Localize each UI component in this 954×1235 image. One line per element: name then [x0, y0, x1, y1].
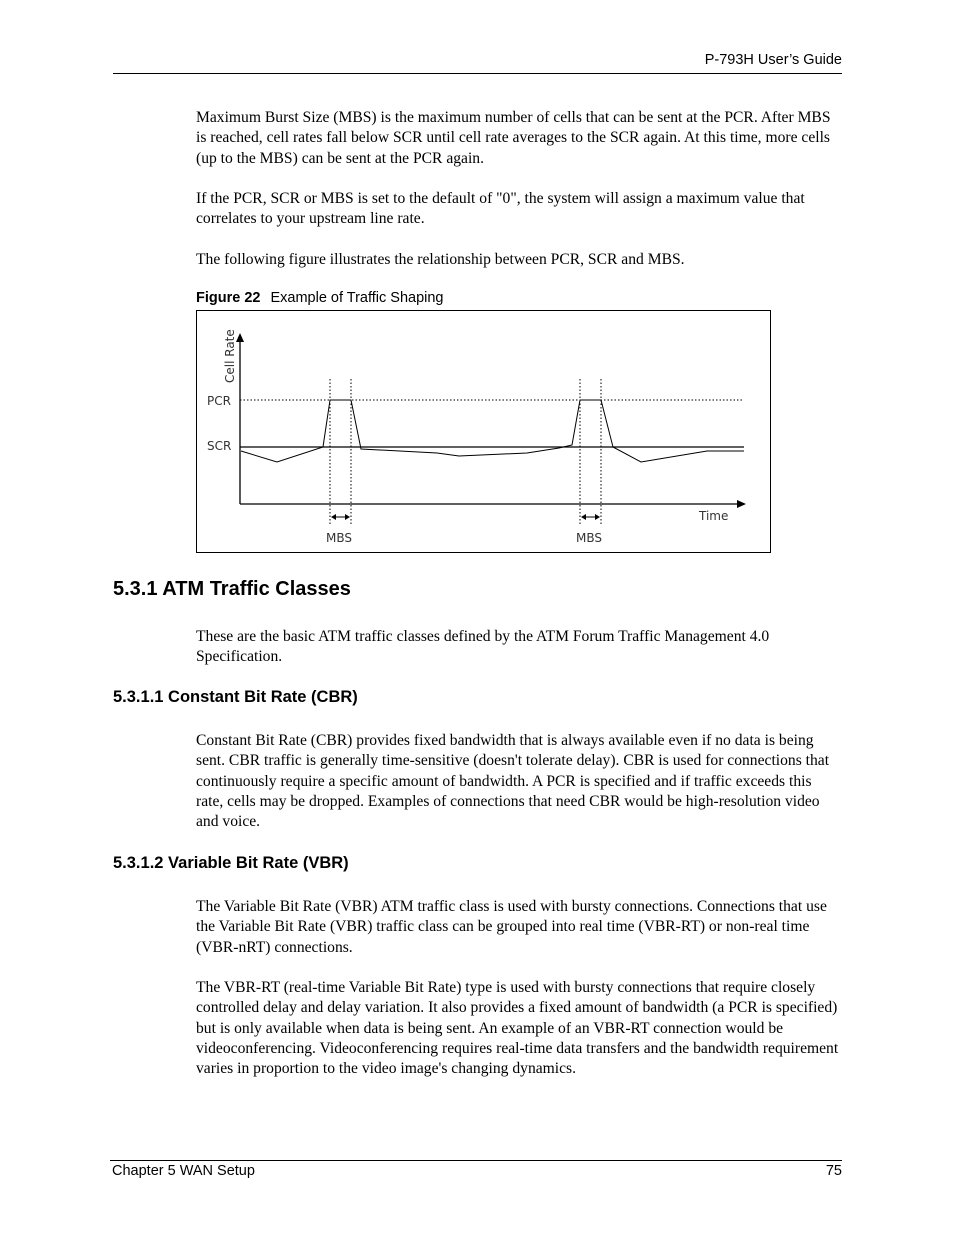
paragraph-atm-intro: These are the basic ATM traffic classes defined by the ATM Forum Traffic Management 4.0 Specification.: [196, 628, 770, 666]
traffic-shaping-diagram: [197, 311, 770, 552]
footer-rule: [110, 1160, 842, 1161]
mbs-arrow-icon: [331, 514, 350, 520]
scr-label: SCR: [207, 439, 232, 453]
figure-caption: [196, 290, 444, 306]
mbs-label: MBS: [576, 531, 602, 545]
page-number: 75: [825, 1163, 842, 1179]
footer-chapter: Chapter 5 WAN Setup: [112, 1163, 255, 1179]
paragraph-default-values: If the PCR, SCR or MBS is set to the default of "0", the system will assign a maximum value that correlates to your upstream line rate.: [196, 190, 805, 228]
figure-caption-text: Example of Traffic Shaping: [270, 290, 444, 306]
paragraph-cbr: Constant Bit Rate (CBR) provides fixed bandwidth that is always available even if no data is being sent. CBR traffic is generally time-sensitive (doesn't tolerate delay). CBR is used for connections that continuously require a specific amount of bandwidth. A PCR is specified and if traffic exceeds this rate, cells may be dropped. Examples of connections that need CBR would be high-resolution video and voice.: [196, 732, 830, 831]
running-header-title: P-793H User’s Guide: [704, 52, 842, 68]
pcr-label: PCR: [207, 394, 231, 408]
paragraph-mbs: Maximum Burst Size (MBS) is the maximum number of cells that can be sent at the PCR. After MBS is reached, cell rates fall below SCR until cell rate averages to the SCR again. At this time, more cells (up to the MBS) can be sent at the PCR again.: [196, 109, 831, 167]
y-axis-arrow-icon: [236, 333, 244, 342]
paragraph-vbr-classes: The Variable Bit Rate (VBR) ATM traffic class is used with bursty connections. Connections that use the Variable Bit Rate (VBR) traffic class can be grouped into real time (VBR-RT) or non-real time (VBR-nRT) connections.: [196, 898, 827, 956]
section-heading-atm-traffic-classes: 5.3.1 ATM Traffic Classes: [113, 578, 351, 600]
traffic-shaping-figure: [196, 310, 771, 553]
y-axis-label: Cell Rate: [223, 329, 237, 383]
x-axis-arrow-icon: [737, 500, 746, 508]
x-axis-label: Time: [699, 509, 729, 523]
subsection-heading-vbr: 5.3.1.2 Variable Bit Rate (VBR): [113, 854, 349, 872]
paragraph-vbr-rt: The VBR-RT (real-time Variable Bit Rate) type is used with bursty connections that require closely controlled delay and delay variation. It also provides a fixed amount of bandwidth (a PCR is specified) but is only available when data is being sent. An example of an VBR-RT connection would be videoconferencing. Videoconferencing requires real-time data transfers and the bandwidth requirement varies in proportion to the video image's changing dynamics.: [196, 979, 839, 1078]
figure-number: Figure 22: [196, 290, 261, 306]
header-rule: [113, 73, 842, 74]
paragraph-figure-intro: The following figure illustrates the relationship between PCR, SCR and MBS.: [196, 251, 685, 268]
mbs-arrow-icon: [581, 514, 600, 520]
mbs-label: MBS: [326, 531, 352, 545]
subsection-heading-cbr: 5.3.1.1 Constant Bit Rate (CBR): [113, 688, 358, 706]
cell-rate-curve: [241, 400, 744, 462]
